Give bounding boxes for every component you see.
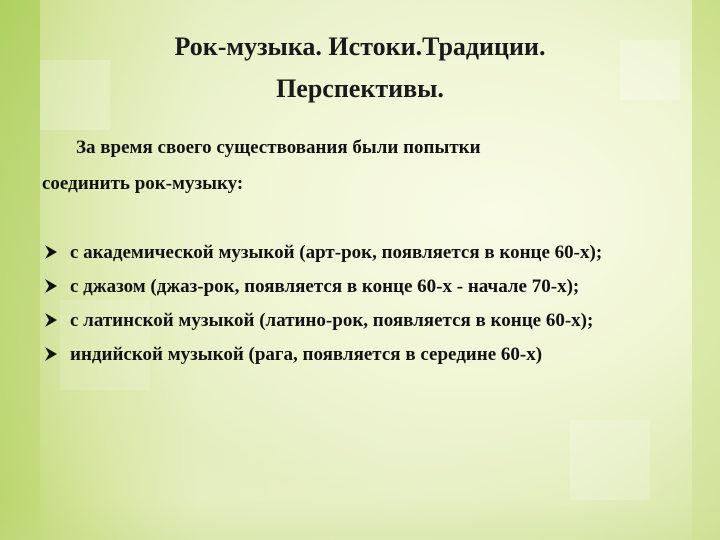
arrowhead-bullet-icon <box>44 244 58 260</box>
list-item <box>44 272 674 302</box>
list-item <box>44 340 674 370</box>
list-item-text: индийской музыкой (рага, появляется в середине 60-х) <box>70 344 543 365</box>
arrowhead-bullet-icon <box>44 278 58 294</box>
list-item-text: с латинской музыкой (латино-рок, появляется в конце 60-х); <box>70 310 594 331</box>
decorative-square <box>570 420 650 500</box>
intro-paragraph <box>42 130 682 202</box>
bullet-list <box>44 238 674 374</box>
slide-title-line-1: Рок-музыка. Истоки.Традиции. <box>174 32 546 61</box>
decorative-stripe-right <box>692 0 720 540</box>
list-item <box>44 306 674 336</box>
list-item-text: с академической музыкой (арт-рок, появляется в конце 60-х); <box>70 242 603 263</box>
list-item-text: с джазом (джаз-рок, появляется в конце 60-х - начале 70-х); <box>70 276 580 297</box>
arrowhead-bullet-icon <box>44 312 58 328</box>
slide-title <box>60 26 660 110</box>
intro-line-2: соединить рок-музыку: <box>42 173 244 194</box>
decorative-stripe-left <box>0 0 40 540</box>
slide-title-line-2: Перспективы. <box>276 74 444 103</box>
intro-line-1: За время своего существования были попытки <box>76 137 481 158</box>
arrowhead-bullet-icon <box>44 346 58 362</box>
decorative-bottom-fade <box>0 500 720 540</box>
list-item <box>44 238 674 268</box>
